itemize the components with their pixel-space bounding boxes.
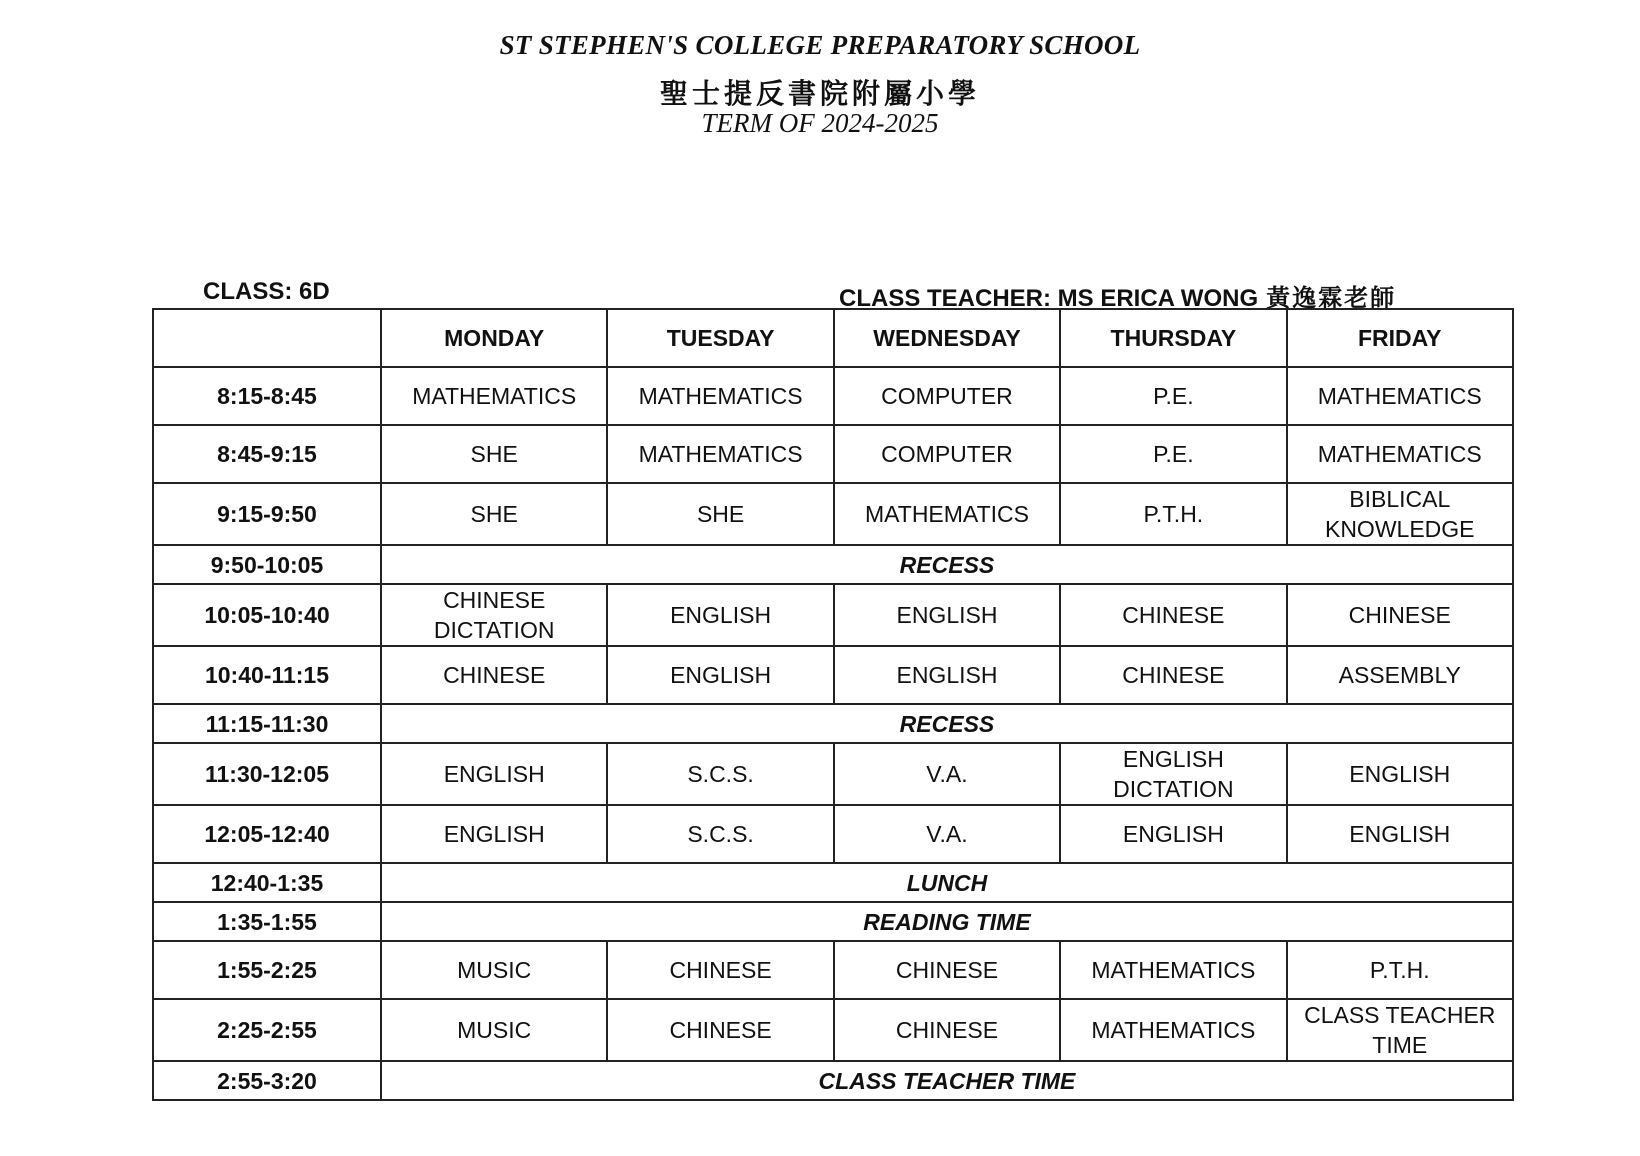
day-header: MONDAY	[381, 309, 607, 367]
day-header: FRIDAY	[1287, 309, 1513, 367]
day-header: THURSDAY	[1060, 309, 1286, 367]
lesson-cell: MATHEMATICS	[1060, 941, 1286, 999]
lesson-cell: COMPUTER	[834, 367, 1060, 425]
lesson-cell: ENGLISH	[1060, 805, 1286, 863]
period-time: 11:15-11:30	[153, 704, 381, 743]
period-row	[153, 483, 1513, 545]
lesson-cell: CHINESE	[607, 999, 833, 1061]
lesson-cell: MUSIC	[381, 941, 607, 999]
break-label: RECESS	[381, 545, 1513, 584]
lesson-cell: S.C.S.	[607, 743, 833, 805]
period-time: 2:55-3:20	[153, 1061, 381, 1100]
term-title: TERM OF 2024-2025	[701, 108, 939, 138]
lesson-cell: MATHEMATICS	[607, 425, 833, 483]
lesson-cell: CHINESE DICTATION	[381, 584, 607, 646]
lesson-cell: MATHEMATICS	[1287, 425, 1513, 483]
lesson-cell: ASSEMBLY	[1287, 646, 1513, 704]
lesson-cell: CHINESE	[834, 941, 1060, 999]
lesson-cell: COMPUTER	[834, 425, 1060, 483]
lesson-cell: ENGLISH	[607, 584, 833, 646]
lesson-cell: CHINESE	[607, 941, 833, 999]
break-row	[153, 704, 1513, 743]
lesson-cell: MATHEMATICS	[381, 367, 607, 425]
timetable-header-row	[153, 309, 1513, 367]
break-label: READING TIME	[381, 902, 1513, 941]
period-row	[153, 743, 1513, 805]
lesson-cell: ENGLISH	[834, 584, 1060, 646]
lesson-cell: V.A.	[834, 805, 1060, 863]
lesson-cell: P.T.H.	[1287, 941, 1513, 999]
period-row	[153, 805, 1513, 863]
lesson-cell: SHE	[381, 425, 607, 483]
period-row	[153, 367, 1513, 425]
break-label: LUNCH	[381, 863, 1513, 902]
lesson-cell: CLASS TEACHER TIME	[1287, 999, 1513, 1061]
break-row	[153, 902, 1513, 941]
break-row	[153, 1061, 1513, 1100]
lesson-cell: CHINESE	[1060, 584, 1286, 646]
period-time: 9:15-9:50	[153, 483, 381, 545]
period-row	[153, 999, 1513, 1061]
lesson-cell: CHINESE	[834, 999, 1060, 1061]
lesson-cell: S.C.S.	[607, 805, 833, 863]
period-row	[153, 941, 1513, 999]
period-time: 12:05-12:40	[153, 805, 381, 863]
lesson-cell: MUSIC	[381, 999, 607, 1061]
lesson-cell: ENGLISH	[1287, 743, 1513, 805]
lesson-cell: ENGLISH	[834, 646, 1060, 704]
lesson-cell: CHINESE	[1287, 584, 1513, 646]
school-name-english: ST STEPHEN'S COLLEGE PREPARATORY SCHOOL	[499, 30, 1141, 60]
break-row	[153, 863, 1513, 902]
lesson-cell: MATHEMATICS	[1060, 999, 1286, 1061]
class-teacher-name: CLASS TEACHER: MS ERICA WONG	[839, 285, 1259, 312]
break-label: CLASS TEACHER TIME	[381, 1061, 1513, 1100]
lesson-cell: P.E.	[1060, 425, 1286, 483]
break-row	[153, 545, 1513, 584]
lesson-cell: CHINESE	[1060, 646, 1286, 704]
break-label: RECESS	[381, 704, 1513, 743]
period-row	[153, 425, 1513, 483]
period-time: 2:25-2:55	[153, 999, 381, 1061]
lesson-cell: ENGLISH	[381, 805, 607, 863]
period-time: 10:05-10:40	[153, 584, 381, 646]
lesson-cell: ENGLISH	[607, 646, 833, 704]
lesson-cell: ENGLISH DICTATION	[1060, 743, 1286, 805]
lesson-cell: ENGLISH	[381, 743, 607, 805]
lesson-cell: MATHEMATICS	[1287, 367, 1513, 425]
day-header: WEDNESDAY	[834, 309, 1060, 367]
period-row	[153, 646, 1513, 704]
lesson-cell: MATHEMATICS	[607, 367, 833, 425]
corner-cell	[153, 309, 381, 367]
lesson-cell: P.E.	[1060, 367, 1286, 425]
class-label: CLASS: 6D	[203, 278, 330, 305]
lesson-cell: MATHEMATICS	[834, 483, 1060, 545]
period-time: 10:40-11:15	[153, 646, 381, 704]
period-time: 11:30-12:05	[153, 743, 381, 805]
period-time: 8:15-8:45	[153, 367, 381, 425]
period-time: 8:45-9:15	[153, 425, 381, 483]
lesson-cell: SHE	[381, 483, 607, 545]
lesson-cell: P.T.H.	[1060, 483, 1286, 545]
lesson-cell: BIBLICAL KNOWLEDGE	[1287, 483, 1513, 545]
period-time: 1:35-1:55	[153, 902, 381, 941]
period-time: 1:55-2:25	[153, 941, 381, 999]
class-teacher-name-chinese: 黃逸霖老師	[1266, 283, 1397, 312]
period-row	[153, 584, 1513, 646]
day-header: TUESDAY	[607, 309, 833, 367]
school-name-chinese: 聖士提反書院附屬小學	[659, 77, 980, 110]
lesson-cell: SHE	[607, 483, 833, 545]
lesson-cell: ENGLISH	[1287, 805, 1513, 863]
period-time: 9:50-10:05	[153, 545, 381, 584]
period-time: 12:40-1:35	[153, 863, 381, 902]
lesson-cell: V.A.	[834, 743, 1060, 805]
lesson-cell: CHINESE	[381, 646, 607, 704]
timetable	[152, 308, 1514, 1101]
